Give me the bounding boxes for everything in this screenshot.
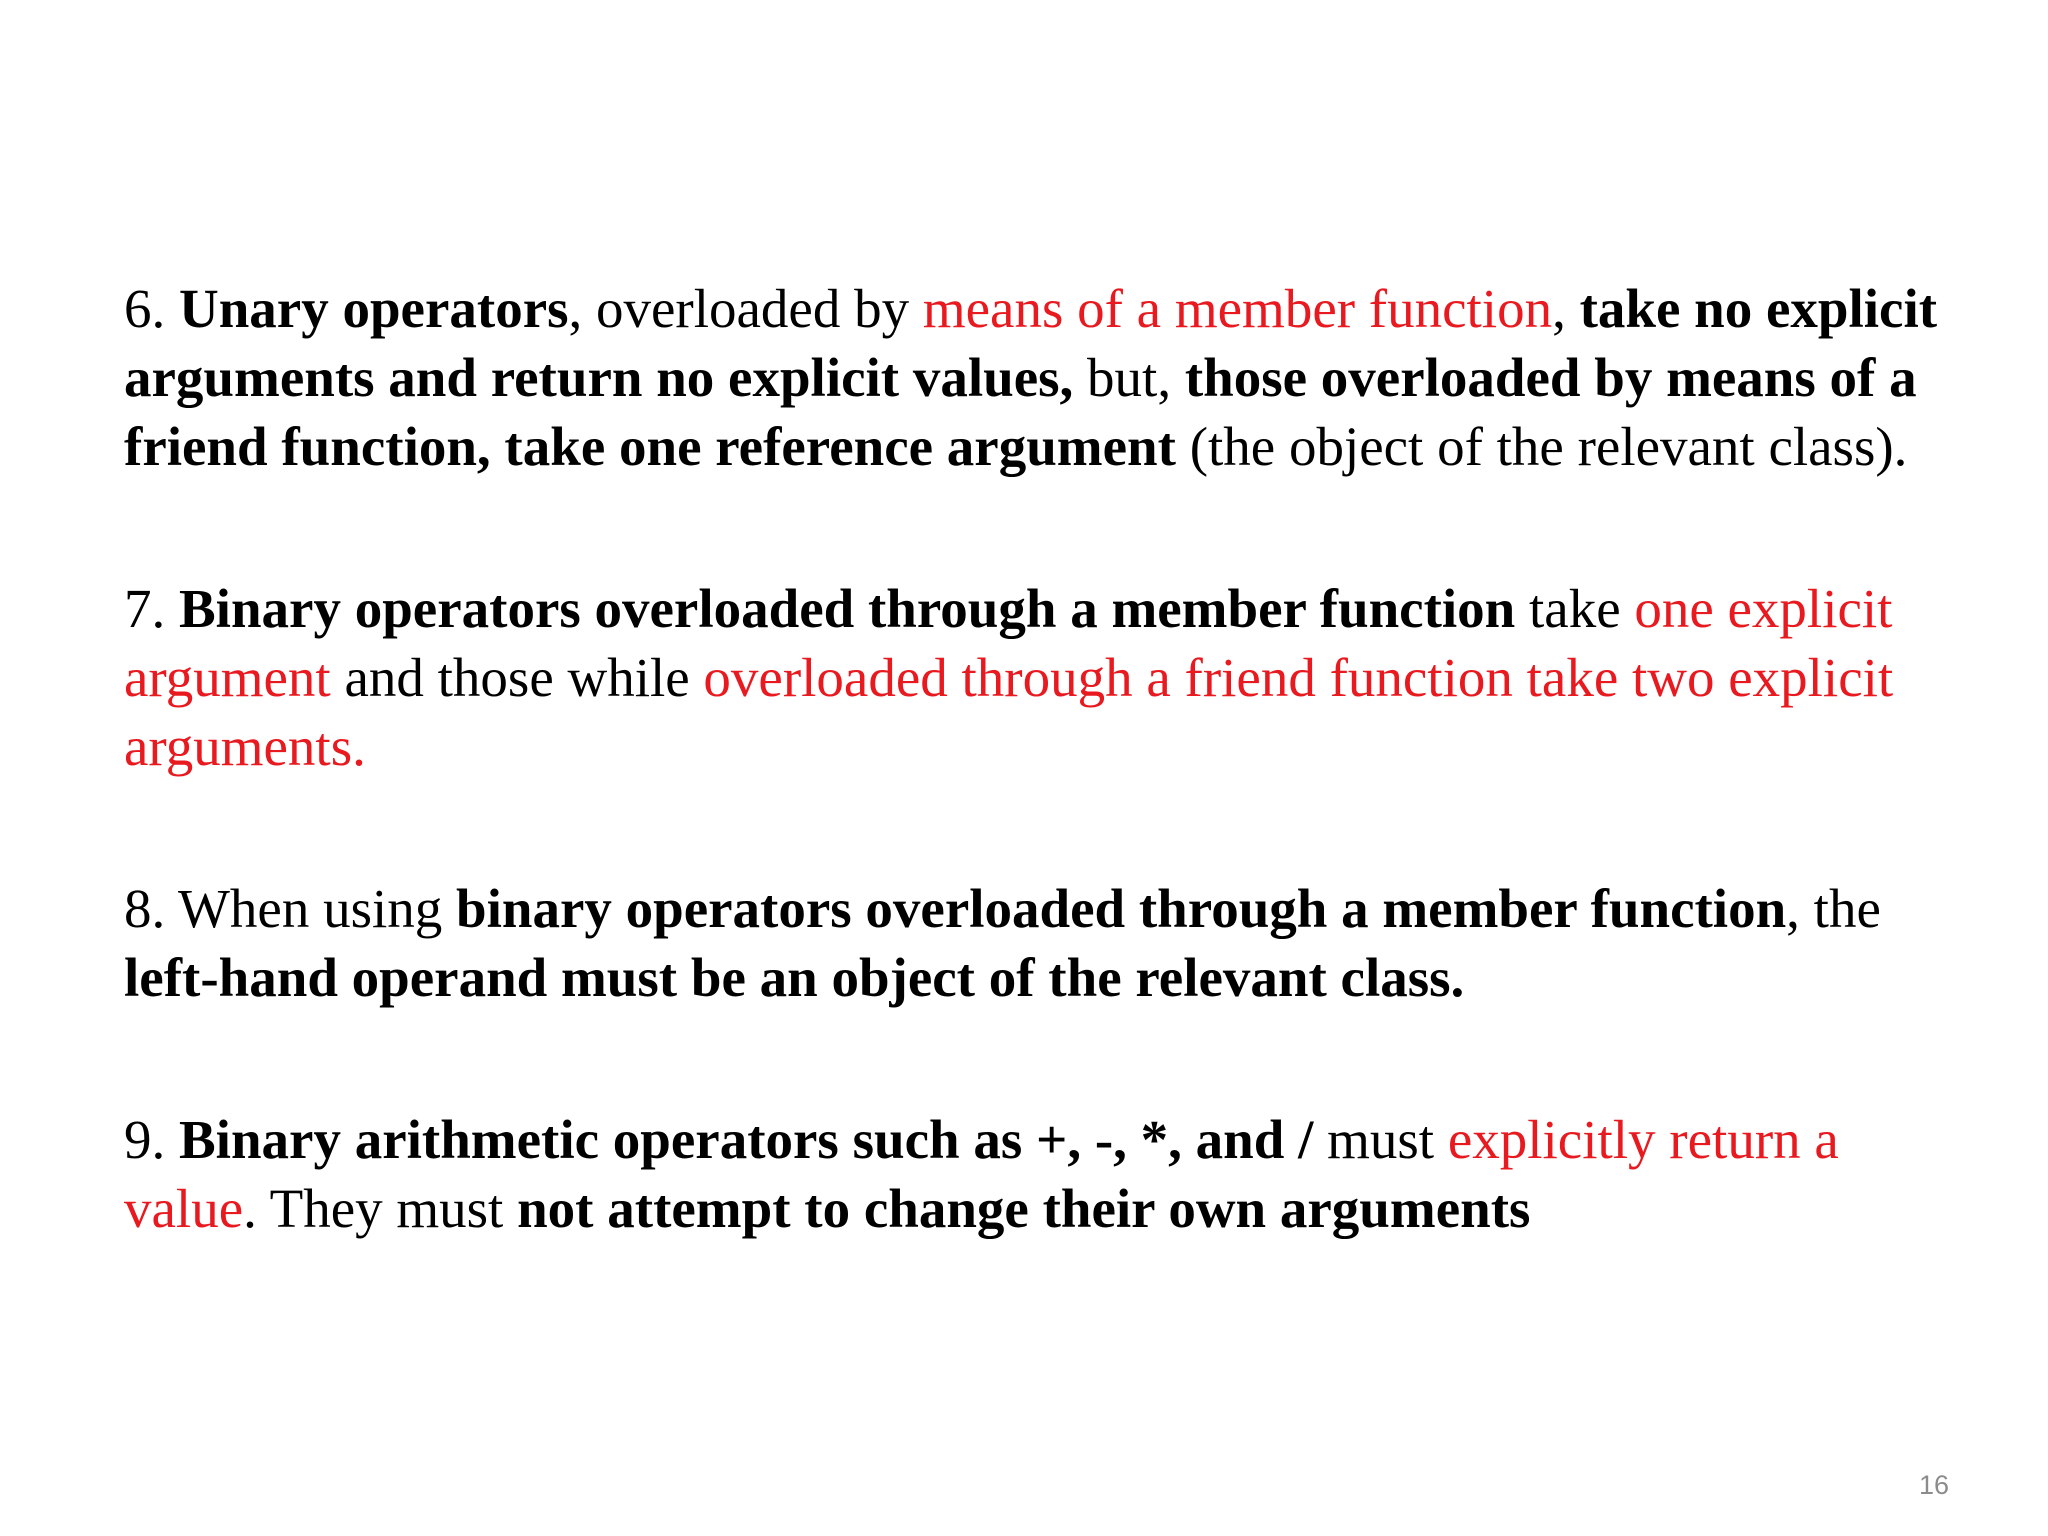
point-6-run: Unary operators [179, 278, 569, 339]
point-7-run: one explicit argument [124, 578, 1893, 708]
page-number: 16 [1918, 1470, 1949, 1500]
point-6-run: 6. [124, 278, 179, 339]
point-8-run: 8. When using [124, 878, 457, 939]
point-7-run: Binary operators overloaded through a member function [179, 578, 1516, 639]
point-7 [124, 574, 1954, 781]
point-8-run: left-hand operand must be an object of the relevant class. [124, 947, 1465, 1008]
point-7-run: and those while [330, 647, 704, 708]
point-6-run: , overloaded by [568, 278, 923, 339]
point-8-run: , the [1786, 878, 1881, 939]
point-6 [124, 274, 1954, 481]
point-9-run: . They must [243, 1178, 518, 1239]
point-9 [124, 1105, 1954, 1243]
point-6-run: , [1552, 278, 1580, 339]
slide-content [124, 274, 1954, 1243]
point-9-run: 9. [124, 1109, 179, 1170]
point-7-run: take [1515, 578, 1635, 639]
point-6-run: take no explicit arguments and return no explicit values, [124, 278, 1938, 408]
point-9-run: Binary arithmetic operators such as +, -, *, and / [179, 1109, 1314, 1170]
point-9-run: explicitly return a value [124, 1109, 1839, 1239]
point-7-run: overloaded through a friend function take two explicit arguments. [124, 647, 1894, 777]
point-6-run: those overloaded by means of a friend function, take one reference argument [124, 347, 1917, 477]
point-6-run: means of a member function [922, 278, 1553, 339]
point-8 [124, 874, 1954, 1012]
point-8-run: binary operators overloaded through a member function [456, 878, 1787, 939]
point-7-run: 7. [124, 578, 179, 639]
point-6-run: but, [1073, 347, 1185, 408]
point-9-run: must [1313, 1109, 1448, 1170]
point-6-run: (the object of the relevant class). [1175, 416, 1908, 477]
point-9-run: not attempt to change their own arguments [517, 1178, 1531, 1239]
